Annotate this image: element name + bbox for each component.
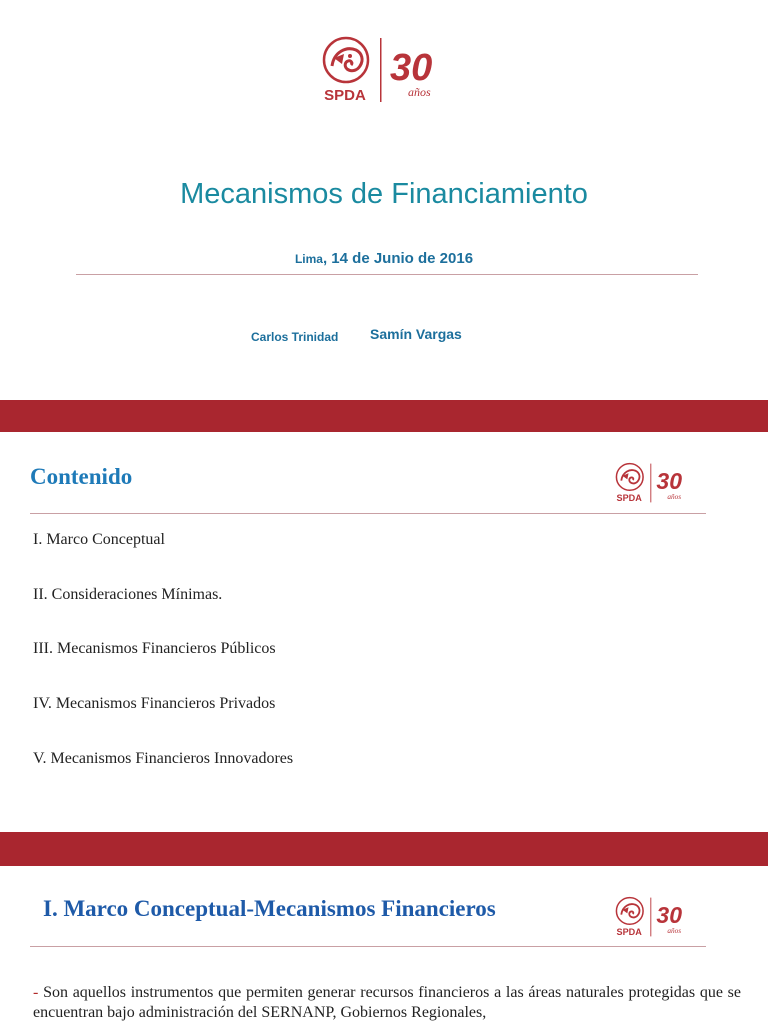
date-place: Lima bbox=[294, 252, 323, 266]
slide-separator-band bbox=[0, 832, 768, 866]
logo-anos-text: años bbox=[667, 492, 682, 501]
logo-30-text: 30 bbox=[656, 468, 683, 495]
section-title: I. Marco Conceptual-Mecanismos Financieros bbox=[43, 896, 496, 921]
contents-item-mecanismos-publicos: III. Mecanismos Financieros Públicos bbox=[33, 640, 276, 658]
date-text: , 14 de Junio de 2016 bbox=[322, 250, 474, 267]
title-slide bbox=[0, 0, 768, 400]
contents-divider bbox=[30, 513, 706, 514]
logo-spda-text: SPDA bbox=[616, 493, 642, 504]
presentation-date bbox=[0, 250, 768, 267]
author-carlos-trinidad: Carlos Trinidad bbox=[251, 330, 339, 344]
logo-30-text: 30 bbox=[390, 47, 433, 89]
logo-anos-text: años bbox=[408, 85, 431, 99]
slide-separator-band bbox=[0, 400, 768, 432]
contents-item-consideraciones-minimas: II. Consideraciones Mínimas. bbox=[33, 585, 223, 603]
title-divider bbox=[76, 274, 698, 275]
contents-slide bbox=[0, 432, 768, 832]
marco-conceptual-slide bbox=[0, 866, 768, 1024]
bullet-marker: - bbox=[33, 984, 39, 1001]
section-body-paragraph bbox=[33, 983, 741, 1023]
contents-item-marco-conceptual: I. Marco Conceptual bbox=[33, 531, 165, 548]
author-samin-vargas: Samín Vargas bbox=[370, 326, 462, 342]
contents-list bbox=[33, 530, 293, 803]
logo-30-text: 30 bbox=[656, 902, 683, 929]
spda-30-anos-logo bbox=[614, 462, 694, 504]
section-divider bbox=[30, 946, 706, 947]
body-text: Son aquellos instrumentos que permiten generar recursos financieros a las áreas naturales protegidas que se encuentran bajo administración del SERNANP, Gobiernos Regionales, bbox=[33, 984, 742, 1021]
logo-spda-text: SPDA bbox=[324, 87, 366, 104]
logo-anos-text: años bbox=[667, 926, 682, 935]
presentation-title: Mecanismos de Financiamiento bbox=[180, 178, 588, 210]
logo-spda-text: SPDA bbox=[616, 927, 642, 938]
spda-30-anos-logo bbox=[320, 36, 452, 104]
contents-title: Contenido bbox=[30, 464, 133, 489]
spda-30-anos-logo bbox=[614, 896, 694, 938]
contents-item-mecanismos-privados: IV. Mecanismos Financieros Privados bbox=[33, 695, 276, 713]
contents-item-mecanismos-innovadores: V. Mecanismos Financieros Innovadores bbox=[33, 749, 294, 767]
